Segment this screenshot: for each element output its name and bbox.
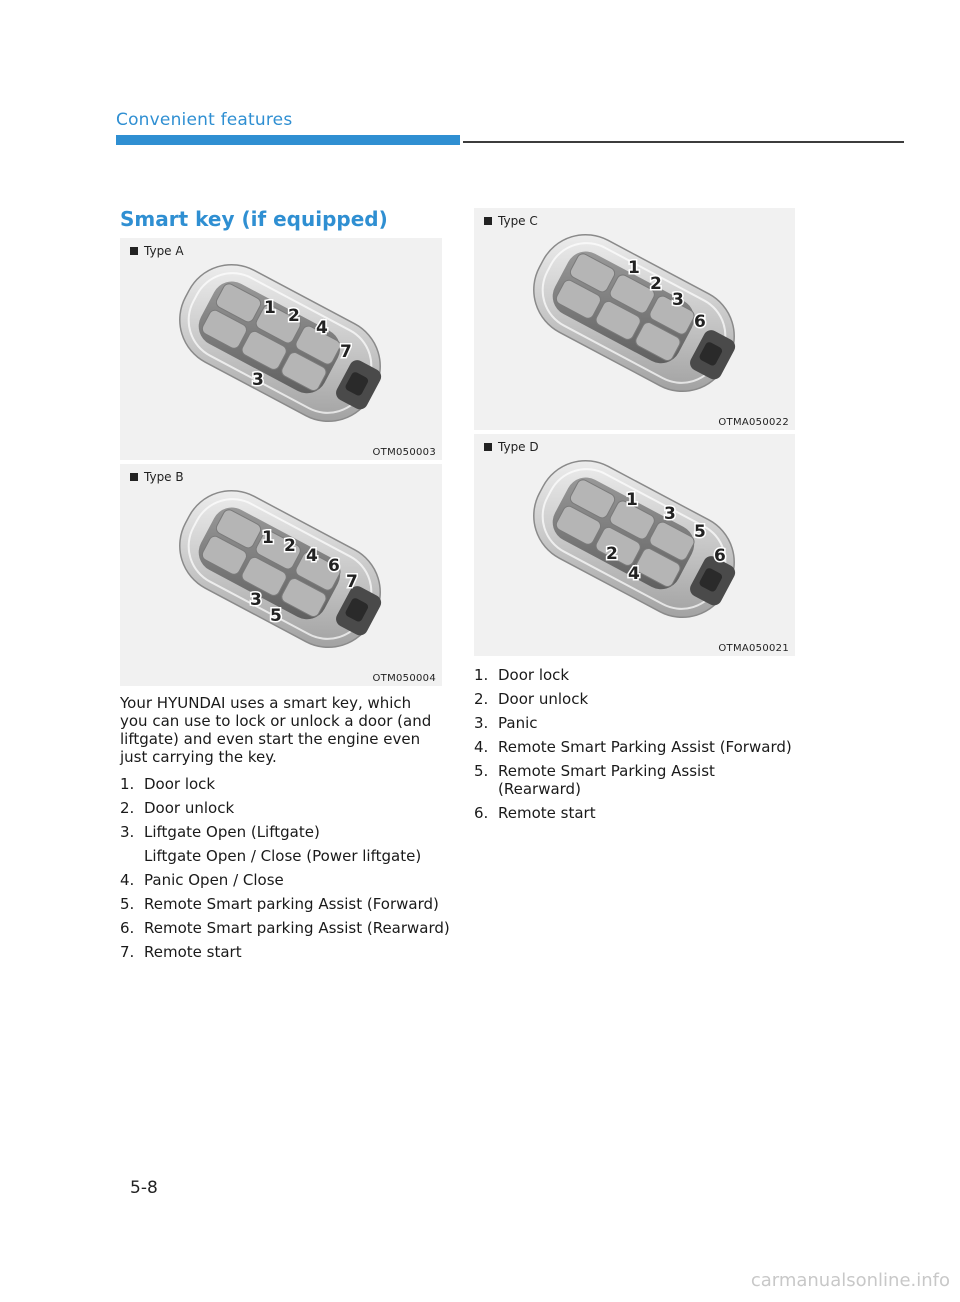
key-figure-type-c [474, 208, 795, 430]
callout-number: 1 [626, 490, 638, 510]
smart-key-illustration [474, 208, 795, 430]
callout-number: 1 [264, 298, 276, 318]
callout-number: 6 [694, 312, 706, 332]
list-item [474, 666, 794, 684]
callout-number: 4 [316, 318, 328, 338]
callout-number: 5 [694, 522, 706, 542]
callout-number: 7 [346, 572, 358, 592]
callout-number: 3 [672, 290, 684, 310]
list-item [474, 762, 794, 798]
list-item-text: Door lock [498, 666, 570, 684]
list-item-number: 5. [120, 895, 135, 913]
header-rule [463, 141, 904, 143]
list-item-subtext: Liftgate Open / Close (Power liftgate) [144, 847, 422, 865]
list-item-text: Remote Smart Parking Assist (Forward) [498, 738, 792, 756]
list-item-number: 7. [120, 943, 135, 961]
list-item-text: Door unlock [498, 690, 589, 708]
list-item-number: 3. [120, 823, 135, 841]
page-number: 5-8 [130, 1178, 158, 1198]
list-item-text: Liftgate Open (Liftgate) [144, 823, 320, 841]
intro-paragraph: Your HYUNDAI uses a smart key, which you can use to lock or unlock a door (and liftgate) and even start the engine even just carrying the key. [120, 694, 432, 766]
type-label-text: Type B [144, 470, 184, 484]
list-item-number: 2. [474, 690, 489, 708]
list-item-text: Remote Smart parking Assist (Rearward) [144, 919, 450, 937]
callout-number: 6 [328, 556, 340, 576]
figure-code: OTMA050022 [718, 417, 789, 428]
list-item-number: 4. [474, 738, 489, 756]
list-item-number: 6. [474, 804, 489, 822]
key-body [163, 474, 398, 665]
right-button-list [474, 666, 794, 828]
key-body [517, 218, 752, 409]
callout-number: 4 [306, 546, 318, 566]
list-item-number: 3. [474, 714, 489, 732]
watermark: carmanualsonline.info [750, 1270, 950, 1291]
list-item [474, 804, 794, 822]
key-figure-type-d [474, 434, 795, 656]
callout-number: 3 [664, 504, 676, 524]
list-item [474, 714, 794, 732]
list-item-text: Panic Open / Close [144, 871, 284, 889]
key-body [163, 248, 398, 439]
list-item-text: Door lock [144, 775, 216, 793]
callout-number: 2 [288, 306, 300, 326]
header-accent-bar [116, 135, 460, 145]
key-figure-type-b [120, 464, 442, 686]
list-item-text: Panic [498, 714, 538, 732]
list-item [120, 799, 450, 817]
section-title: Smart key (if equipped) [120, 207, 388, 231]
list-item-number: 2. [120, 799, 135, 817]
callout-number: 2 [606, 544, 618, 564]
header-title: Convenient features [116, 110, 293, 130]
list-item-text: Remote Smart parking Assist (Forward) [144, 895, 439, 913]
type-label-text: Type D [498, 440, 539, 454]
figure-code: OTMA050021 [718, 643, 789, 654]
callout-number: 5 [270, 606, 282, 626]
list-item [120, 919, 450, 937]
smart-key-illustration [474, 434, 795, 656]
list-item-number: 1. [120, 775, 135, 793]
list-item-number: 1. [474, 666, 489, 684]
type-label-text: Type A [144, 244, 184, 258]
list-item-text: Door unlock [144, 799, 235, 817]
callout-number: 7 [340, 342, 352, 362]
list-item-text: Remote start [498, 804, 596, 822]
smart-key-illustration [120, 238, 442, 460]
list-item [120, 895, 450, 913]
list-item-text: Remote start [144, 943, 242, 961]
callout-number: 2 [650, 274, 662, 294]
callout-number: 1 [628, 258, 640, 278]
callout-number: 3 [252, 370, 264, 390]
figure-code: OTM050004 [372, 673, 436, 684]
callout-number: 2 [284, 536, 296, 556]
key-body [517, 444, 752, 635]
list-item [120, 943, 450, 961]
list-item-text: Remote Smart Parking Assist (Rearward) [498, 762, 715, 798]
list-item [120, 871, 450, 889]
list-item [120, 823, 450, 865]
callout-number: 1 [262, 528, 274, 548]
figure-code: OTM050003 [372, 447, 436, 458]
list-item-number: 4. [120, 871, 135, 889]
list-item [474, 738, 794, 756]
key-figure-type-a [120, 238, 442, 460]
callout-number: 3 [250, 590, 262, 610]
type-label-text: Type C [498, 214, 538, 228]
list-item [474, 690, 794, 708]
left-button-list [120, 775, 450, 967]
callout-number: 6 [714, 546, 726, 566]
callout-number: 4 [628, 564, 640, 584]
list-item-number: 5. [474, 762, 489, 780]
list-item [120, 775, 450, 793]
list-item-number: 6. [120, 919, 135, 937]
smart-key-illustration [120, 464, 442, 686]
